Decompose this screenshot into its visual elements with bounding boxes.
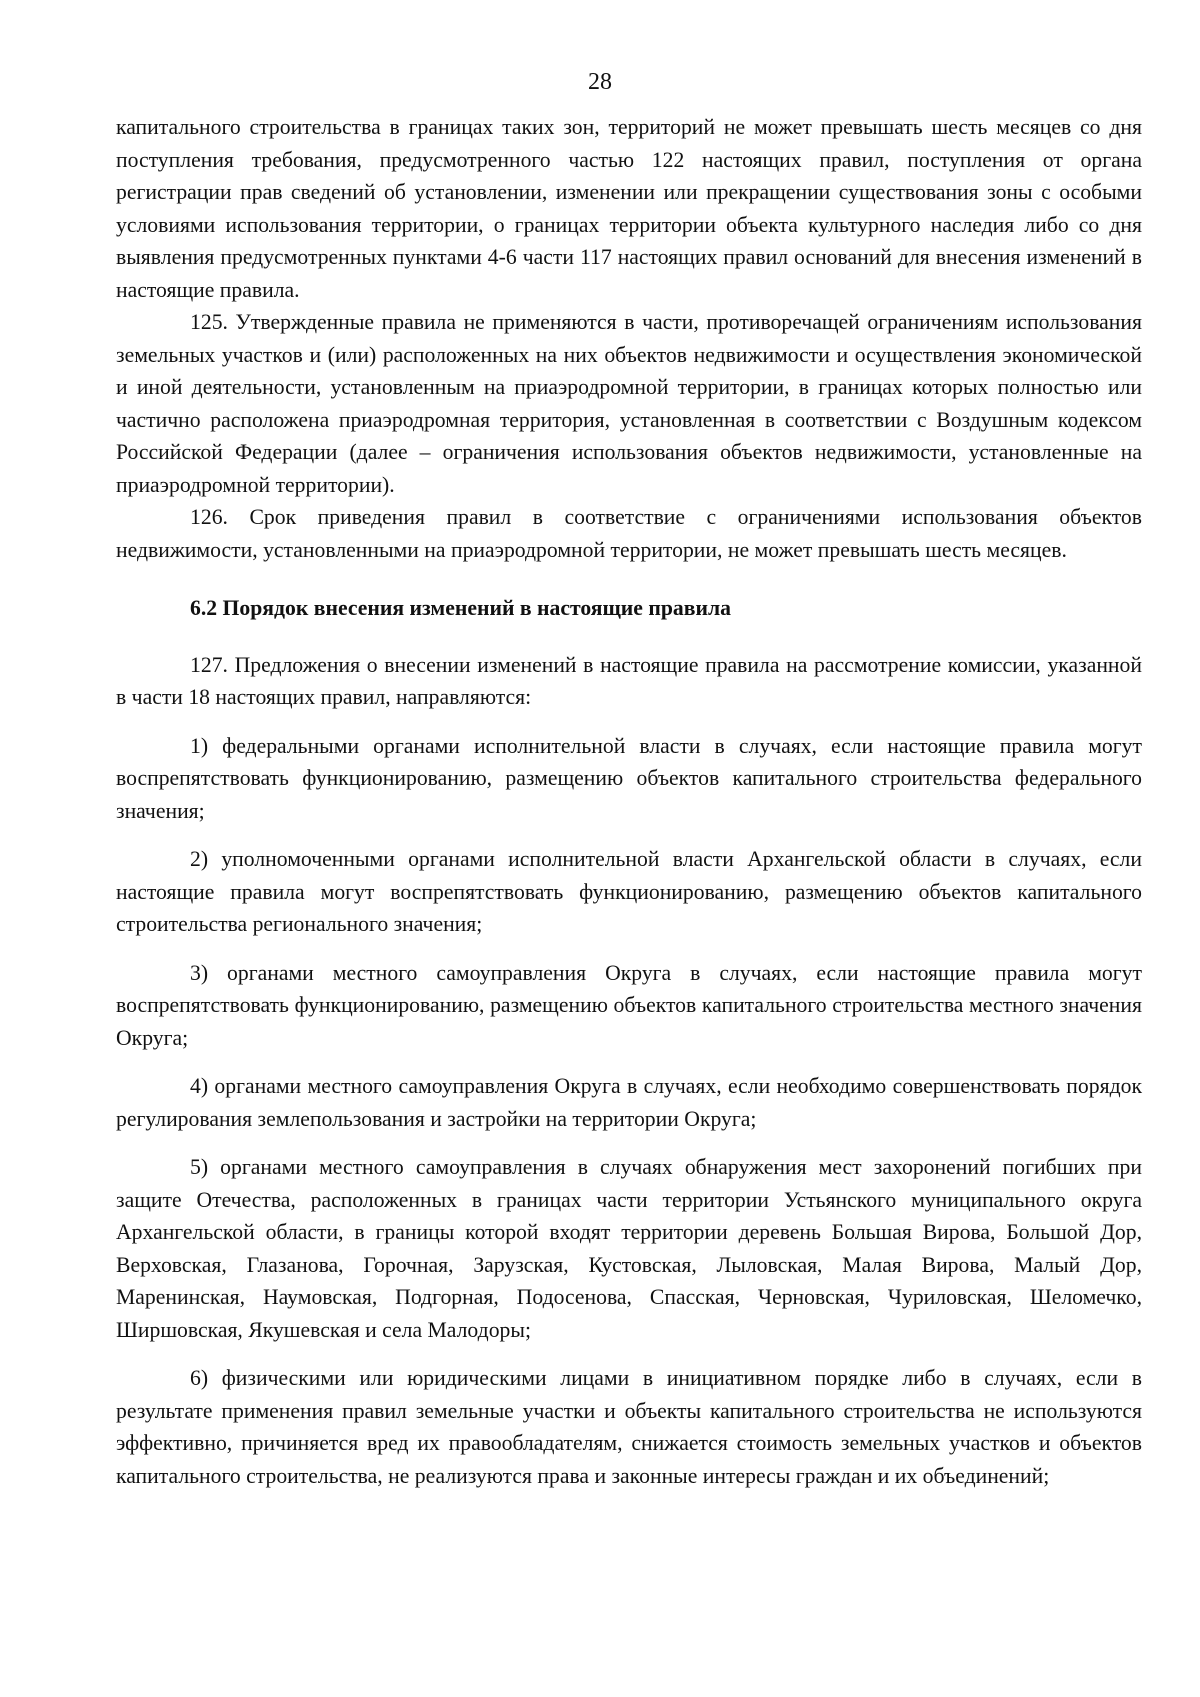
list-item-4: 4) органами местного самоуправления Округа в случаях, если необходимо совершенствовать порядок регулирования землепользования и застройки на территории Округа;	[116, 1074, 1142, 1131]
paragraph-125: 125. Утвержденные правила не применяются в части, противоречащей ограничениям использования земельных участков и (или) расположенных на них объектов недвижимости и осуществления экономической и иной деятельности, установленным на приаэродромной территории, в границах которых полностью или частично расположена приаэродромная территория, установленная в соответствии с Воздушным кодексом Российской Федерации (далее – ограничения использования объектов недвижимости, установленные на приаэродромной территории).	[116, 310, 1142, 497]
paragraph-127: 127. Предложения о внесении изменений в настоящие правила на рассмотрение комиссии, указанной в части 18 настоящих правил, направляются:	[116, 652, 1142, 709]
page-number: 28	[588, 69, 612, 95]
list-item-2: 2) уполномоченными органами исполнительной власти Архангельской области в случаях, если настоящие правила могут воспрепятствовать функционированию, размещению объектов капитального строительства регионального значения;	[116, 847, 1142, 936]
list-item-6: 6) физическими или юридическими лицами в инициативном порядке либо в случаях, если в результате применения правил земельные участки и объекты капитального строительства не используются эффективно, причиняется вред их правообладателям, снижается стоимость земельных участков и объектов капитального строительства, не реализуются права и законные интересы граждан и их объединений;	[116, 1366, 1142, 1488]
paragraph-126: 126. Срок приведения правил в соответствие с ограничениями использования объектов недвижимости, установленными на приаэродромной территории, не может превышать шесть месяцев.	[116, 505, 1142, 562]
document-body	[116, 111, 1142, 1492]
paragraph-continuation: капитального строительства в границах таких зон, территорий не может превышать шесть месяцев со дня поступления требования, предусмотренного частью 122 настоящих правил, поступления от органа регистрации прав сведений об установлении, изменении или прекращении существования зоны с особыми условиями использования территории, о границах территории объекта культурного наследия либо со дня выявления предусмотренных пунктами 4-6 части 117 настоящих правил оснований для внесения изменений в настоящие правила.	[116, 115, 1142, 302]
list-item-3: 3) органами местного самоуправления Округа в случаях, если настоящие правила могут воспрепятствовать функционированию, размещению объектов капитального строительства местного значения Округа;	[116, 960, 1142, 1050]
section-heading: 6.2 Порядок внесения изменений в настоящие правила	[190, 596, 731, 620]
list-item-1: 1) федеральными органами исполнительной власти в случаях, если настоящие правила могут воспрепятствовать функционированию, размещению объектов капитального строительства федерального значения;	[116, 733, 1142, 823]
list-item-5: 5) органами местного самоуправления в случаях обнаружения мест захоронений погибших при защите Отечества, расположенных в границах части территории Устьянского муниципального округа Архангельской области, в границы которой входят территории деревень Большая Вирова, Большой Дор, Верховская, Глазанова, Горочная, Зарузская, Кустовская, Лыловская, Малая Вирова, Малый Дор, Маренинская, Наумовская, Подгорная, Подосенова, Спасская, Черновская, Чуриловская, Шеломечко, Ширшовская, Якушевская и села Малодоры;	[116, 1155, 1142, 1342]
